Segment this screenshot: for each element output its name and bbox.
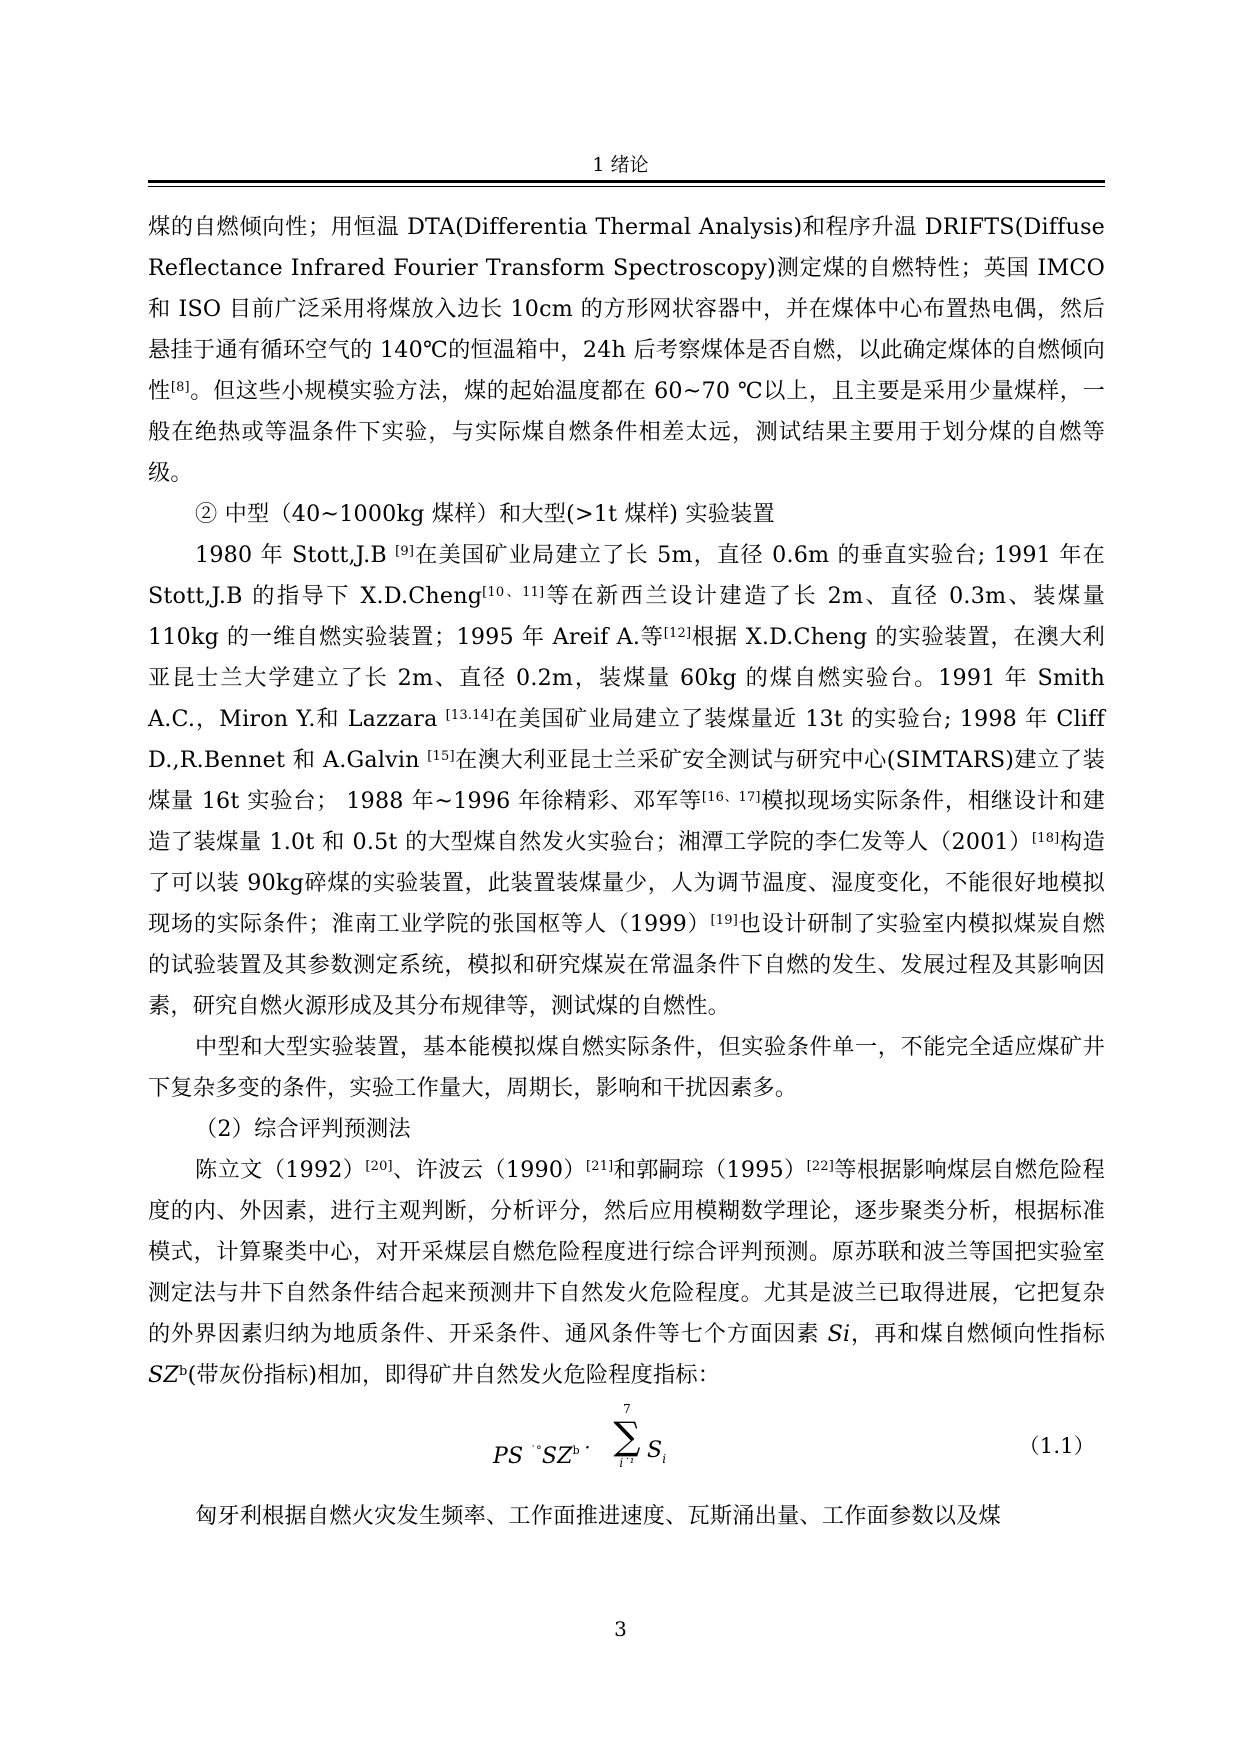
citation: [19] (710, 913, 738, 928)
citation: [15] (427, 749, 455, 764)
citation: [21] (585, 1159, 614, 1174)
paragraph-2: 1980 年 Stott,J.B [9]在美国矿业局建立了长 5m，直径 0.6m 的垂直实验台; 1991 年在 Stott,J.B 的指导下 X.D.Cheng[10、11]等在新西兰设计建造了长 2m、直径 0.3m、装煤量 110kg 的一维自燃实验装置；1995 年 Areif A.等[12]根据 X.D.Cheng 的实验装置，在澳大利亚昆士兰大学建立了长 2m、直径 0.2m，装煤量 60kg 的煤自燃实验台。1991 年 Smith A.C.，Miron Y.和 Lazzara [13.14]在美国矿业局建立了装煤量近 13t 的实验台; 1998 年 Cliff D.,R.Bennet 和 A.Galvin [15]在澳大利亚昆士兰采矿安全测试与研究中心(SIMTARS)建立了装煤量 16t 实验台； 1988 年~1996 年徐精彩、邓军等[16、17]模拟现场实际条件，相继设计和建造了装煤量 1.0t 和 0.5t 的大型煤自然发火实验台；湘潭工学院的李仁发等人（2001）[18]构造了可以装 90kg碎煤的实验装置，此装置装煤量少，人为调节温度、湿度变化，不能很好地模拟现场的实际条件；淮南工业学院的张国枢等人（1999）[19]也设计研制了实验室内模拟煤炭自燃的试验装置及其参数测定系统，模拟和研究煤炭在常温条件下自燃的发生、发展过程及其影响因素，研究自燃火源形成及其分布规律等，测试煤的自燃性。 (148, 542, 1106, 1019)
citation: [20] (365, 1159, 393, 1174)
body-text (148, 207, 1105, 1537)
section-heading-medium-large: ② 中型（40~1000kg 煤样）和大型(>1t 煤样) 实验装置 (195, 501, 775, 527)
symbol-si: Si (827, 1321, 851, 1347)
paragraph-3: 中型和大型实验装置，基本能模拟煤自燃实际条件，但实验条件单一，不能完全适应煤矿井下复杂多变的条件，实验工作量大，周期长，影响和干扰因素多。 (148, 1034, 1105, 1101)
section-heading-comprehensive: （2）综合评判预测法 (195, 1116, 411, 1142)
sigma-symbol: ∑ (613, 1414, 641, 1458)
page-number: 3 (614, 1617, 627, 1641)
equation-1-1: PS $^{˙^\circ}SZ^b˙$ 7 ∑ i˙¹ $S_i$ （1.1） (493, 1402, 1095, 1470)
citation: [16、17] (701, 790, 761, 805)
header-rule-thin (148, 186, 1105, 187)
paragraph-1: 煤的自燃倾向性；用恒温 DTA(Differentia Thermal Analysis)和程序升温 DRIFTS(Diffuse Reflectance Infrared Fourier Transform Spectroscopy)测定煤的自燃特性；英国 IMCO 和 ISO 目前广泛采用将煤放入边长 10cm 的方形网状容器中，并在煤体中心布置热电偶，然后悬挂于通有循环空气的 140℃的恒温箱中，24h 后考察煤体是否自燃，以此确定煤体的自燃倾向性[8]。但这些小规模实验方法，煤的起始温度都在 60~70 ℃以上，且主要是采用少量煤样，一般在绝热或等温条件下实验，与实际煤自燃条件相差太远，测试结果主要用于划分煤的自燃等级。 (148, 214, 1105, 486)
citation: [10、11] (482, 585, 545, 600)
citation: [18] (1031, 831, 1060, 846)
equation-number: （1.1） (1018, 1434, 1095, 1458)
running-header: 1 绪论 (592, 154, 649, 176)
citation: [9] (395, 544, 415, 559)
citation: [22] (806, 1159, 835, 1174)
paragraph-4: 陈立文（1992）[20]、许波云（1990）[21]和郭嗣琮（1995）[22]等根据影响煤层自燃危险程度的内、外因素，进行主观判断，分析评分，然后应用模糊数学理论，逐步聚类分析，根据标准模式，计算聚类中心，对开采煤层自燃危险程度进行综合评判预测。原苏联和波兰等国把实验室测定法与井下自然条件结合起来预测井下自然发火危险程度。尤其是波兰已取得进展，它把复杂的外界因素归纳为地质条件、开采条件、通风条件等七个方面因素 Si，再和煤自燃倾向性指标 $SZ^b$(带灰份指标)相加，即得矿井自然发火危险程度指标： (148, 1157, 1105, 1388)
header-rule-thick (148, 180, 1105, 183)
symbol-szb: SZ (148, 1362, 180, 1388)
summation: 7 ∑ i˙¹ (605, 1402, 649, 1470)
citation: [8] (170, 380, 190, 395)
citation: [13.14] (445, 708, 495, 723)
paragraph-5: 匈牙利根据自燃火灾发生频率、工作面推进速度、瓦斯涌出量、工作面参数以及煤 (195, 1503, 1001, 1529)
citation: [12] (663, 626, 692, 641)
